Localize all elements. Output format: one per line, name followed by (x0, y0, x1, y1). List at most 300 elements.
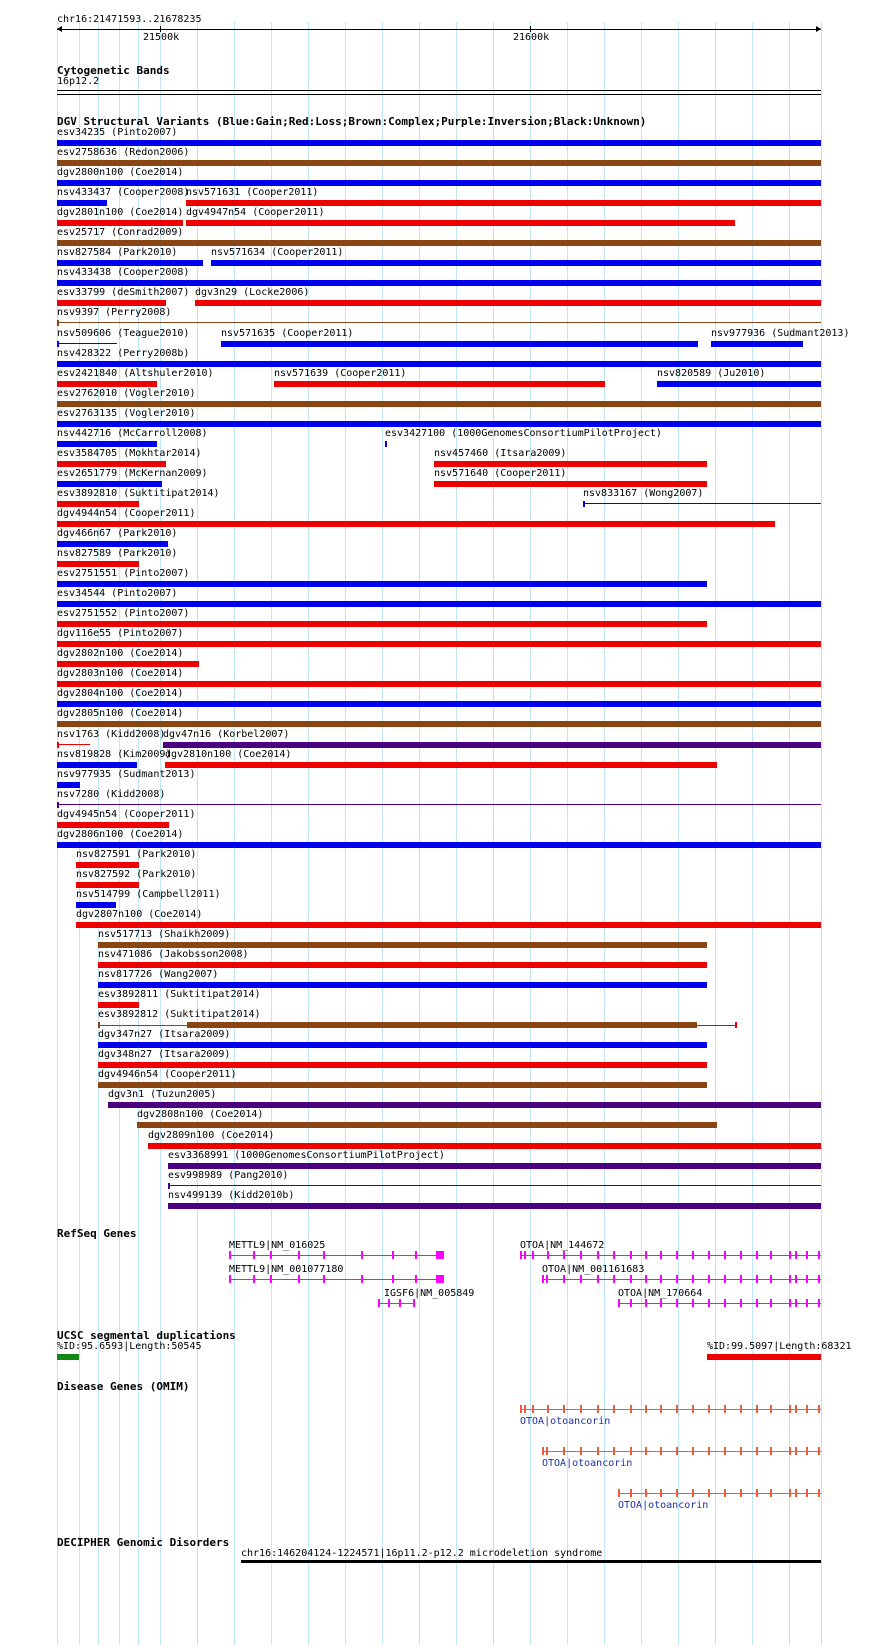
dgv-feature-bar[interactable] (57, 541, 168, 547)
dgv-feature-label: dgv2802n100 (Coe2014) (57, 648, 184, 659)
dgv-feature-bar[interactable] (57, 641, 821, 647)
decipher-track-title[interactable]: DECIPHER Genomic Disorders (57, 1536, 230, 1549)
ruler-tick-label: 21600k (513, 32, 550, 43)
omim-gene-exon (520, 1405, 522, 1413)
segdup-label: %ID:99.5097|Length:68321 (707, 1341, 852, 1352)
refseq-gene-exon (253, 1275, 255, 1283)
dgv-feature-bar[interactable] (98, 1062, 707, 1068)
omim-gene-exon (660, 1447, 662, 1455)
dgv-feature-label: nsv571634 (Cooper2011) (211, 247, 344, 258)
dgv-feature-label: dgv4946n54 (Cooper2011) (98, 1069, 237, 1080)
dgv-feature-label: esv2758636 (Redon2006) (57, 147, 190, 158)
refseq-gene-exon (597, 1251, 599, 1259)
refseq-gene-exon (692, 1251, 694, 1259)
omim-gene-exon (806, 1405, 808, 1413)
dgv-feature-bar[interactable] (165, 762, 717, 768)
dgv-feature-bar[interactable] (57, 343, 117, 344)
ruler-tick-label: 21500k (143, 32, 180, 43)
dgv-feature-label: esv33799 (deSmith2007) (57, 287, 190, 298)
refseq-gene-exon (399, 1299, 401, 1307)
refseq-gene-exon (756, 1299, 758, 1307)
refseq-gene-label: OTOA|NM_170664 (618, 1288, 703, 1299)
refseq-gene-exon (618, 1299, 620, 1307)
omim-gene-exon (740, 1405, 742, 1413)
dgv-feature-label: nsv9397 (Perry2008) (57, 307, 172, 318)
omim-gene-exon (724, 1447, 726, 1455)
dgv-feature-bar[interactable] (98, 982, 707, 988)
refseq-gene-exon (415, 1275, 417, 1283)
dgv-feature-label: nsv827589 (Park2010) (57, 548, 178, 559)
ruler-position: chr16:21471593..21678235 (57, 14, 202, 25)
refseq-gene-exon (532, 1251, 534, 1259)
refseq-gene-exon (563, 1275, 565, 1283)
omim-gene-exon (676, 1405, 678, 1413)
dgv-feature-bar[interactable] (195, 300, 821, 306)
dgv-feature-bar[interactable] (76, 922, 821, 928)
cytoband-label: 16p12.2 (57, 76, 100, 87)
dgv-feature-bar[interactable] (57, 361, 821, 367)
refseq-gene-exon (630, 1299, 632, 1307)
omim-gene-exon (542, 1447, 544, 1455)
dgv-feature-label: esv3427100 (1000GenomesConsortiumPilotProject) (385, 428, 662, 439)
refseq-gene-exon (415, 1251, 417, 1259)
omim-gene-exon (676, 1489, 678, 1497)
dgv-feature-label: esv34544 (Pinto2007) (57, 588, 178, 599)
dgv-feature-bar[interactable] (148, 1143, 821, 1149)
dgv-feature-bar[interactable] (168, 1185, 821, 1186)
dgv-feature-bar[interactable] (57, 521, 775, 527)
dgv-feature-bar[interactable] (221, 341, 698, 347)
dgv-feature-label: nsv433437 (Cooper2008) (57, 187, 190, 198)
cytoband-bar[interactable] (57, 90, 821, 91)
dgv-feature-label: nsv571635 (Cooper2011) (221, 328, 354, 339)
dgv-feature-bar[interactable] (163, 742, 821, 748)
refseq-gene-intron[interactable] (520, 1255, 821, 1256)
refseq-gene-exon (724, 1275, 726, 1283)
omim-gene-exon (770, 1489, 772, 1497)
dgv-feature-label: nsv817726 (Wang2007) (98, 969, 219, 980)
refseq-gene-exon (563, 1251, 565, 1259)
segdup-bar[interactable] (57, 1354, 79, 1360)
dgv-feature-bar[interactable] (583, 503, 821, 504)
refseq-gene-exon (676, 1299, 678, 1307)
dgv-feature-flank (697, 1025, 736, 1026)
dgv-feature-bar[interactable] (76, 882, 139, 888)
omim-gene-exon (708, 1489, 710, 1497)
dgv-feature-label: dgv3n29 (Locke2006) (195, 287, 310, 298)
dgv-feature-bar[interactable] (57, 160, 821, 166)
dgv-feature-label: dgv116e55 (Pinto2007) (57, 628, 184, 639)
dgv-feature-label: dgv4947n54 (Cooper2011) (186, 207, 325, 218)
omim-gene-label[interactable]: OTOA|otoancorin (542, 1458, 633, 1469)
dgv-feature-label: esv2421840 (Altshuler2010) (57, 368, 214, 379)
refseq-gene-exon (323, 1251, 325, 1259)
dgv-feature-label: dgv2807n100 (Coe2014) (76, 909, 203, 920)
dgv-feature-label: esv2751551 (Pinto2007) (57, 568, 190, 579)
dgv-feature-label: esv2651779 (McKernan2009) (57, 468, 208, 479)
omim-gene-exon (708, 1447, 710, 1455)
omim-gene-exon (645, 1405, 647, 1413)
omim-gene-exon (676, 1447, 678, 1455)
refseq-gene-exon (270, 1275, 272, 1283)
refseq-gene-exon (645, 1275, 647, 1283)
refseq-gene-exon (676, 1275, 678, 1283)
dgv-feature-label: dgv4944n54 (Cooper2011) (57, 508, 196, 519)
decipher-feature-bar[interactable] (241, 1560, 821, 1563)
dgv-feature-bar[interactable] (57, 842, 821, 848)
refseq-gene-exon (660, 1299, 662, 1307)
omim-gene-exon (630, 1405, 632, 1413)
dgv-feature-label: nsv457460 (Itsara2009) (434, 448, 567, 459)
dgv-feature-bar[interactable] (385, 441, 387, 447)
refseq-gene-exon (770, 1299, 772, 1307)
refseq-gene-exon (413, 1299, 415, 1307)
refseq-track-title[interactable]: RefSeq Genes (57, 1227, 137, 1240)
refseq-gene-exon (524, 1251, 526, 1259)
omim-gene-exon (740, 1447, 742, 1455)
dgv-feature-bar[interactable] (57, 461, 166, 467)
dgv-feature-label: nsv514799 (Campbell2011) (76, 889, 221, 900)
dgv-feature-bar[interactable] (57, 180, 821, 186)
refseq-gene-label: METTL9|NM_016025 (229, 1240, 326, 1251)
dgv-feature-label: dgv2800n100 (Coe2014) (57, 167, 184, 178)
dgv-feature-bar[interactable] (57, 260, 203, 266)
refseq-gene-exon (229, 1251, 231, 1259)
refseq-gene-exon (789, 1275, 791, 1283)
omim-gene-exon (547, 1405, 549, 1413)
dgv-feature-bar[interactable] (76, 902, 116, 908)
refseq-gene-exon (613, 1251, 615, 1259)
refseq-gene-exon (253, 1251, 255, 1259)
omim-gene-label[interactable]: OTOA|otoancorin (618, 1500, 709, 1511)
dgv-feature-label: nsv571639 (Cooper2011) (274, 368, 407, 379)
dgv-feature-bar[interactable] (57, 681, 821, 687)
cytoband-track-title[interactable]: Cytogenetic Bands (57, 64, 170, 77)
refseq-gene-exon (392, 1275, 394, 1283)
dgv-feature-label: esv25717 (Conrad2009) (57, 227, 184, 238)
dgv-feature-label: nsv819828 (Kim2009) (57, 749, 172, 760)
dgv-feature-bar[interactable] (168, 1203, 821, 1209)
omim-gene-exon (645, 1489, 647, 1497)
dgv-feature-label: nsv827592 (Park2010) (76, 869, 197, 880)
refseq-gene-exon (645, 1299, 647, 1307)
refseq-gene-exon (806, 1275, 808, 1283)
dgv-feature-bar[interactable] (57, 401, 821, 407)
dgv-feature-label: esv2762010 (Vogler2010) (57, 388, 196, 399)
dgv-feature-bar[interactable] (98, 1002, 139, 1008)
omim-gene-exon (770, 1447, 772, 1455)
dgv-feature-bar[interactable] (187, 1022, 697, 1028)
omim-gene-exon (645, 1447, 647, 1455)
dgv-feature-bar[interactable] (57, 661, 199, 667)
dgv-feature-label: nsv820589 (Ju2010) (657, 368, 766, 379)
refseq-gene-intron[interactable] (542, 1279, 821, 1280)
dgv-feature-bar[interactable] (186, 200, 821, 206)
omim-gene-exon (795, 1489, 797, 1497)
refseq-gene-exon (546, 1275, 548, 1283)
dgv-feature-tick (735, 1022, 737, 1028)
dgv-feature-label: nsv827591 (Park2010) (76, 849, 197, 860)
refseq-gene-exon (770, 1275, 772, 1283)
omim-gene-exon (524, 1405, 526, 1413)
dgv-feature-label: esv3584705 (Mokhtar2014) (57, 448, 202, 459)
omim-gene-exon (789, 1447, 791, 1455)
dgv-feature-tick (168, 1183, 170, 1189)
dgv-feature-label: esv3892811 (Suktitipat2014) (98, 989, 261, 1000)
dgv-feature-label: nsv827584 (Park2010) (57, 247, 178, 258)
refseq-gene-exon (708, 1275, 710, 1283)
dgv-feature-bar[interactable] (137, 1122, 717, 1128)
dgv-feature-label: dgv348n27 (Itsara2009) (98, 1049, 231, 1060)
dgv-feature-bar[interactable] (57, 782, 80, 788)
dgv-feature-bar[interactable] (434, 461, 707, 467)
refseq-gene-intron[interactable] (378, 1303, 415, 1304)
dgv-feature-bar[interactable] (57, 581, 707, 587)
dgv-feature-label: nsv442716 (McCarroll2008) (57, 428, 208, 439)
dgv-feature-bar[interactable] (57, 381, 157, 387)
refseq-gene-exon (361, 1275, 363, 1283)
dgv-feature-bar[interactable] (98, 1042, 707, 1048)
dgv-feature-tick (583, 501, 585, 507)
dgv-feature-bar[interactable] (211, 260, 821, 266)
dgv-feature-bar[interactable] (57, 200, 107, 206)
dgv-feature-label: nsv428322 (Perry2008b) (57, 348, 190, 359)
cytoband-bar (57, 94, 821, 95)
refseq-gene-utr-block (436, 1251, 444, 1259)
dgv-feature-label: dgv3n1 (Tuzun2005) (108, 1089, 217, 1100)
omim-gene-exon (618, 1489, 620, 1497)
dgv-feature-label: nsv471086 (Jakobsson2008) (98, 949, 249, 960)
omim-gene-exon (806, 1447, 808, 1455)
dgv-feature-label: esv3892810 (Suktitipat2014) (57, 488, 220, 499)
refseq-gene-exon (740, 1251, 742, 1259)
omim-gene-exon (756, 1447, 758, 1455)
dgv-feature-label: nsv499139 (Kidd2010b) (168, 1190, 295, 1201)
refseq-gene-exon (676, 1251, 678, 1259)
dgv-feature-label: nsv571640 (Cooper2011) (434, 468, 567, 479)
dgv-feature-bar[interactable] (57, 822, 169, 828)
refseq-gene-exon (388, 1299, 390, 1307)
dgv-feature-tick (98, 1022, 100, 1028)
omim-gene-exon (546, 1447, 548, 1455)
refseq-gene-exon (630, 1251, 632, 1259)
refseq-gene-label: OTOA|NM_001161683 (542, 1264, 645, 1275)
dgv-feature-bar[interactable] (57, 561, 139, 567)
refseq-gene-label: IGSF6|NM_005849 (384, 1288, 475, 1299)
dgv-feature-bar[interactable] (711, 341, 803, 347)
segdup-label: %ID:95.6593|Length:50545 (57, 1341, 202, 1352)
dgv-feature-bar[interactable] (57, 240, 821, 246)
dgv-feature-tick (57, 341, 59, 347)
refseq-gene-exon (756, 1251, 758, 1259)
dgv-feature-bar[interactable] (76, 862, 139, 868)
omim-gene-exon (818, 1447, 820, 1455)
refseq-gene-exon (724, 1251, 726, 1259)
refseq-gene-exon (298, 1251, 300, 1259)
refseq-gene-exon (818, 1251, 820, 1259)
dgv-feature-label: dgv2803n100 (Coe2014) (57, 668, 184, 679)
dgv-feature-bar[interactable] (57, 322, 821, 323)
refseq-gene-exon (630, 1275, 632, 1283)
omim-gene-exon (597, 1447, 599, 1455)
omim-gene-intron[interactable] (520, 1409, 821, 1410)
dgv-feature-tick (57, 742, 59, 748)
omim-gene-exon (818, 1405, 820, 1413)
omim-gene-intron[interactable] (542, 1451, 821, 1452)
refseq-gene-utr-block (436, 1275, 444, 1283)
dgv-feature-bar[interactable] (57, 481, 162, 487)
refseq-gene-exon (789, 1251, 791, 1259)
refseq-gene-exon (660, 1275, 662, 1283)
dgv-feature-bar[interactable] (57, 441, 157, 447)
refseq-gene-exon (520, 1251, 522, 1259)
ruler-left-arrow-icon (57, 26, 62, 32)
dgv-feature-bar[interactable] (57, 140, 821, 146)
dgv-feature-bar[interactable] (57, 280, 821, 286)
dgv-feature-bar[interactable] (274, 381, 605, 387)
dgv-feature-bar[interactable] (186, 220, 735, 226)
dgv-feature-label: nsv1763 (Kidd2008) (57, 729, 166, 740)
refseq-gene-exon (361, 1251, 363, 1259)
omim-gene-exon (692, 1405, 694, 1413)
refseq-gene-exon (724, 1299, 726, 1307)
refseq-gene-exon (692, 1275, 694, 1283)
segdup-track-title[interactable]: UCSC segmental duplications (57, 1329, 236, 1342)
dgv-track-title[interactable]: DGV Structural Variants (Blue:Gain;Red:Loss;Brown:Complex;Purple:Inversion;Black:Unknown) (57, 115, 647, 128)
omim-gene-exon (818, 1489, 820, 1497)
dgv-feature-bar[interactable] (657, 381, 821, 387)
refseq-gene-exon (378, 1299, 380, 1307)
omim-gene-exon (613, 1405, 615, 1413)
dgv-feature-bar[interactable] (57, 721, 821, 727)
dgv-feature-bar[interactable] (57, 744, 90, 745)
omim-gene-exon (613, 1447, 615, 1455)
refseq-gene-exon (580, 1275, 582, 1283)
dgv-feature-bar[interactable] (57, 300, 166, 306)
dgv-feature-bar[interactable] (98, 962, 707, 968)
refseq-gene-exon (692, 1299, 694, 1307)
refseq-gene-exon (270, 1251, 272, 1259)
dgv-feature-bar[interactable] (434, 481, 707, 487)
dgv-feature-label: nsv517713 (Shaikh2009) (98, 929, 231, 940)
omim-gene-label[interactable]: OTOA|otoancorin (520, 1416, 611, 1427)
dgv-feature-tick (57, 802, 59, 808)
omim-gene-exon (789, 1489, 791, 1497)
dgv-feature-label: dgv2805n100 (Coe2014) (57, 708, 184, 719)
omim-gene-exon (806, 1489, 808, 1497)
omim-gene-exon (580, 1405, 582, 1413)
omim-gene-exon (756, 1405, 758, 1413)
dgv-feature-label: nsv509606 (Teague2010) (57, 328, 190, 339)
dgv-feature-label: nsv833167 (Wong2007) (583, 488, 704, 499)
omim-gene-exon (795, 1405, 797, 1413)
refseq-gene-exon (740, 1299, 742, 1307)
omim-gene-exon (692, 1447, 694, 1455)
refseq-gene-exon (818, 1275, 820, 1283)
refseq-gene-exon (770, 1251, 772, 1259)
dgv-feature-label: esv3368991 (1000GenomesConsortiumPilotProject) (168, 1150, 445, 1161)
refseq-gene-exon (392, 1251, 394, 1259)
dgv-feature-label: dgv2806n100 (Coe2014) (57, 829, 184, 840)
dgv-feature-label: dgv466n67 (Park2010) (57, 528, 178, 539)
omim-gene-exon (630, 1489, 632, 1497)
refseq-gene-exon (795, 1251, 797, 1259)
dgv-feature-label: nsv433438 (Cooper2008) (57, 267, 190, 278)
omim-gene-exon (660, 1489, 662, 1497)
dgv-feature-flank (98, 1025, 187, 1026)
omim-gene-exon (660, 1405, 662, 1413)
refseq-gene-exon (645, 1251, 647, 1259)
refseq-gene-exon (708, 1251, 710, 1259)
dgv-feature-label: nsv7280 (Kidd2008) (57, 789, 166, 800)
dgv-feature-label: nsv977935 (Sudmant2013) (57, 769, 196, 780)
omim-gene-exon (563, 1405, 565, 1413)
refseq-gene-exon (580, 1251, 582, 1259)
omim-gene-exon (740, 1489, 742, 1497)
dgv-feature-label: dgv347n27 (Itsara2009) (98, 1029, 231, 1040)
omim-gene-exon (580, 1447, 582, 1455)
dgv-feature-bar[interactable] (98, 942, 707, 948)
refseq-gene-exon (613, 1275, 615, 1283)
refseq-gene-exon (795, 1275, 797, 1283)
refseq-gene-exon (298, 1275, 300, 1283)
dgv-feature-bar[interactable] (108, 1102, 821, 1108)
dgv-feature-label: nsv977936 (Sudmant2013) (711, 328, 850, 339)
omim-gene-exon (708, 1405, 710, 1413)
refseq-gene-intron[interactable] (229, 1279, 443, 1280)
refseq-gene-exon (818, 1299, 820, 1307)
omim-gene-exon (724, 1489, 726, 1497)
refseq-gene-exon (756, 1275, 758, 1283)
refseq-gene-exon (323, 1275, 325, 1283)
refseq-gene-intron[interactable] (229, 1255, 443, 1256)
dgv-feature-label: esv34235 (Pinto2007) (57, 127, 178, 138)
dgv-feature-bar[interactable] (57, 220, 183, 226)
omim-gene-exon (597, 1405, 599, 1413)
dgv-feature-label: dgv2810n100 (Coe2014) (165, 749, 292, 760)
refseq-gene-exon (547, 1251, 549, 1259)
refseq-gene-label: METTL9|NM_001077180 (229, 1264, 344, 1275)
dgv-feature-bar[interactable] (57, 501, 139, 507)
dgv-feature-bar[interactable] (57, 804, 821, 805)
ruler-right-arrow-icon (816, 26, 821, 32)
dgv-feature-bar[interactable] (168, 1163, 821, 1169)
refseq-gene-exon (597, 1275, 599, 1283)
decipher-feature-label: chr16:146204124-1224571|16p11.2-p12.2 microdeletion syndrome (241, 1548, 603, 1559)
dgv-feature-label: dgv2801n100 (Coe2014) (57, 207, 184, 218)
omim-gene-exon (532, 1405, 534, 1413)
dgv-feature-bar[interactable] (57, 621, 707, 627)
omim-gene-exon (756, 1489, 758, 1497)
dgv-feature-label: esv2751552 (Pinto2007) (57, 608, 190, 619)
dgv-feature-bar[interactable] (57, 601, 821, 607)
refseq-gene-label: OTOA|NM_144672 (520, 1240, 605, 1251)
refseq-gene-exon (795, 1299, 797, 1307)
dgv-feature-bar[interactable] (57, 421, 821, 427)
refseq-gene-exon (789, 1299, 791, 1307)
dgv-feature-bar[interactable] (57, 701, 821, 707)
dgv-feature-label: esv3892812 (Suktitipat2014) (98, 1009, 261, 1020)
dgv-feature-tick (57, 320, 59, 326)
dgv-feature-label: dgv2804n100 (Coe2014) (57, 688, 184, 699)
omim-gene-exon (724, 1405, 726, 1413)
omim-gene-exon (795, 1447, 797, 1455)
dgv-feature-bar[interactable] (98, 1082, 707, 1088)
refseq-gene-exon (542, 1275, 544, 1283)
segdup-bar[interactable] (707, 1354, 821, 1360)
omim-track-title[interactable]: Disease Genes (OMIM) (57, 1380, 190, 1393)
dgv-feature-bar[interactable] (57, 762, 137, 768)
